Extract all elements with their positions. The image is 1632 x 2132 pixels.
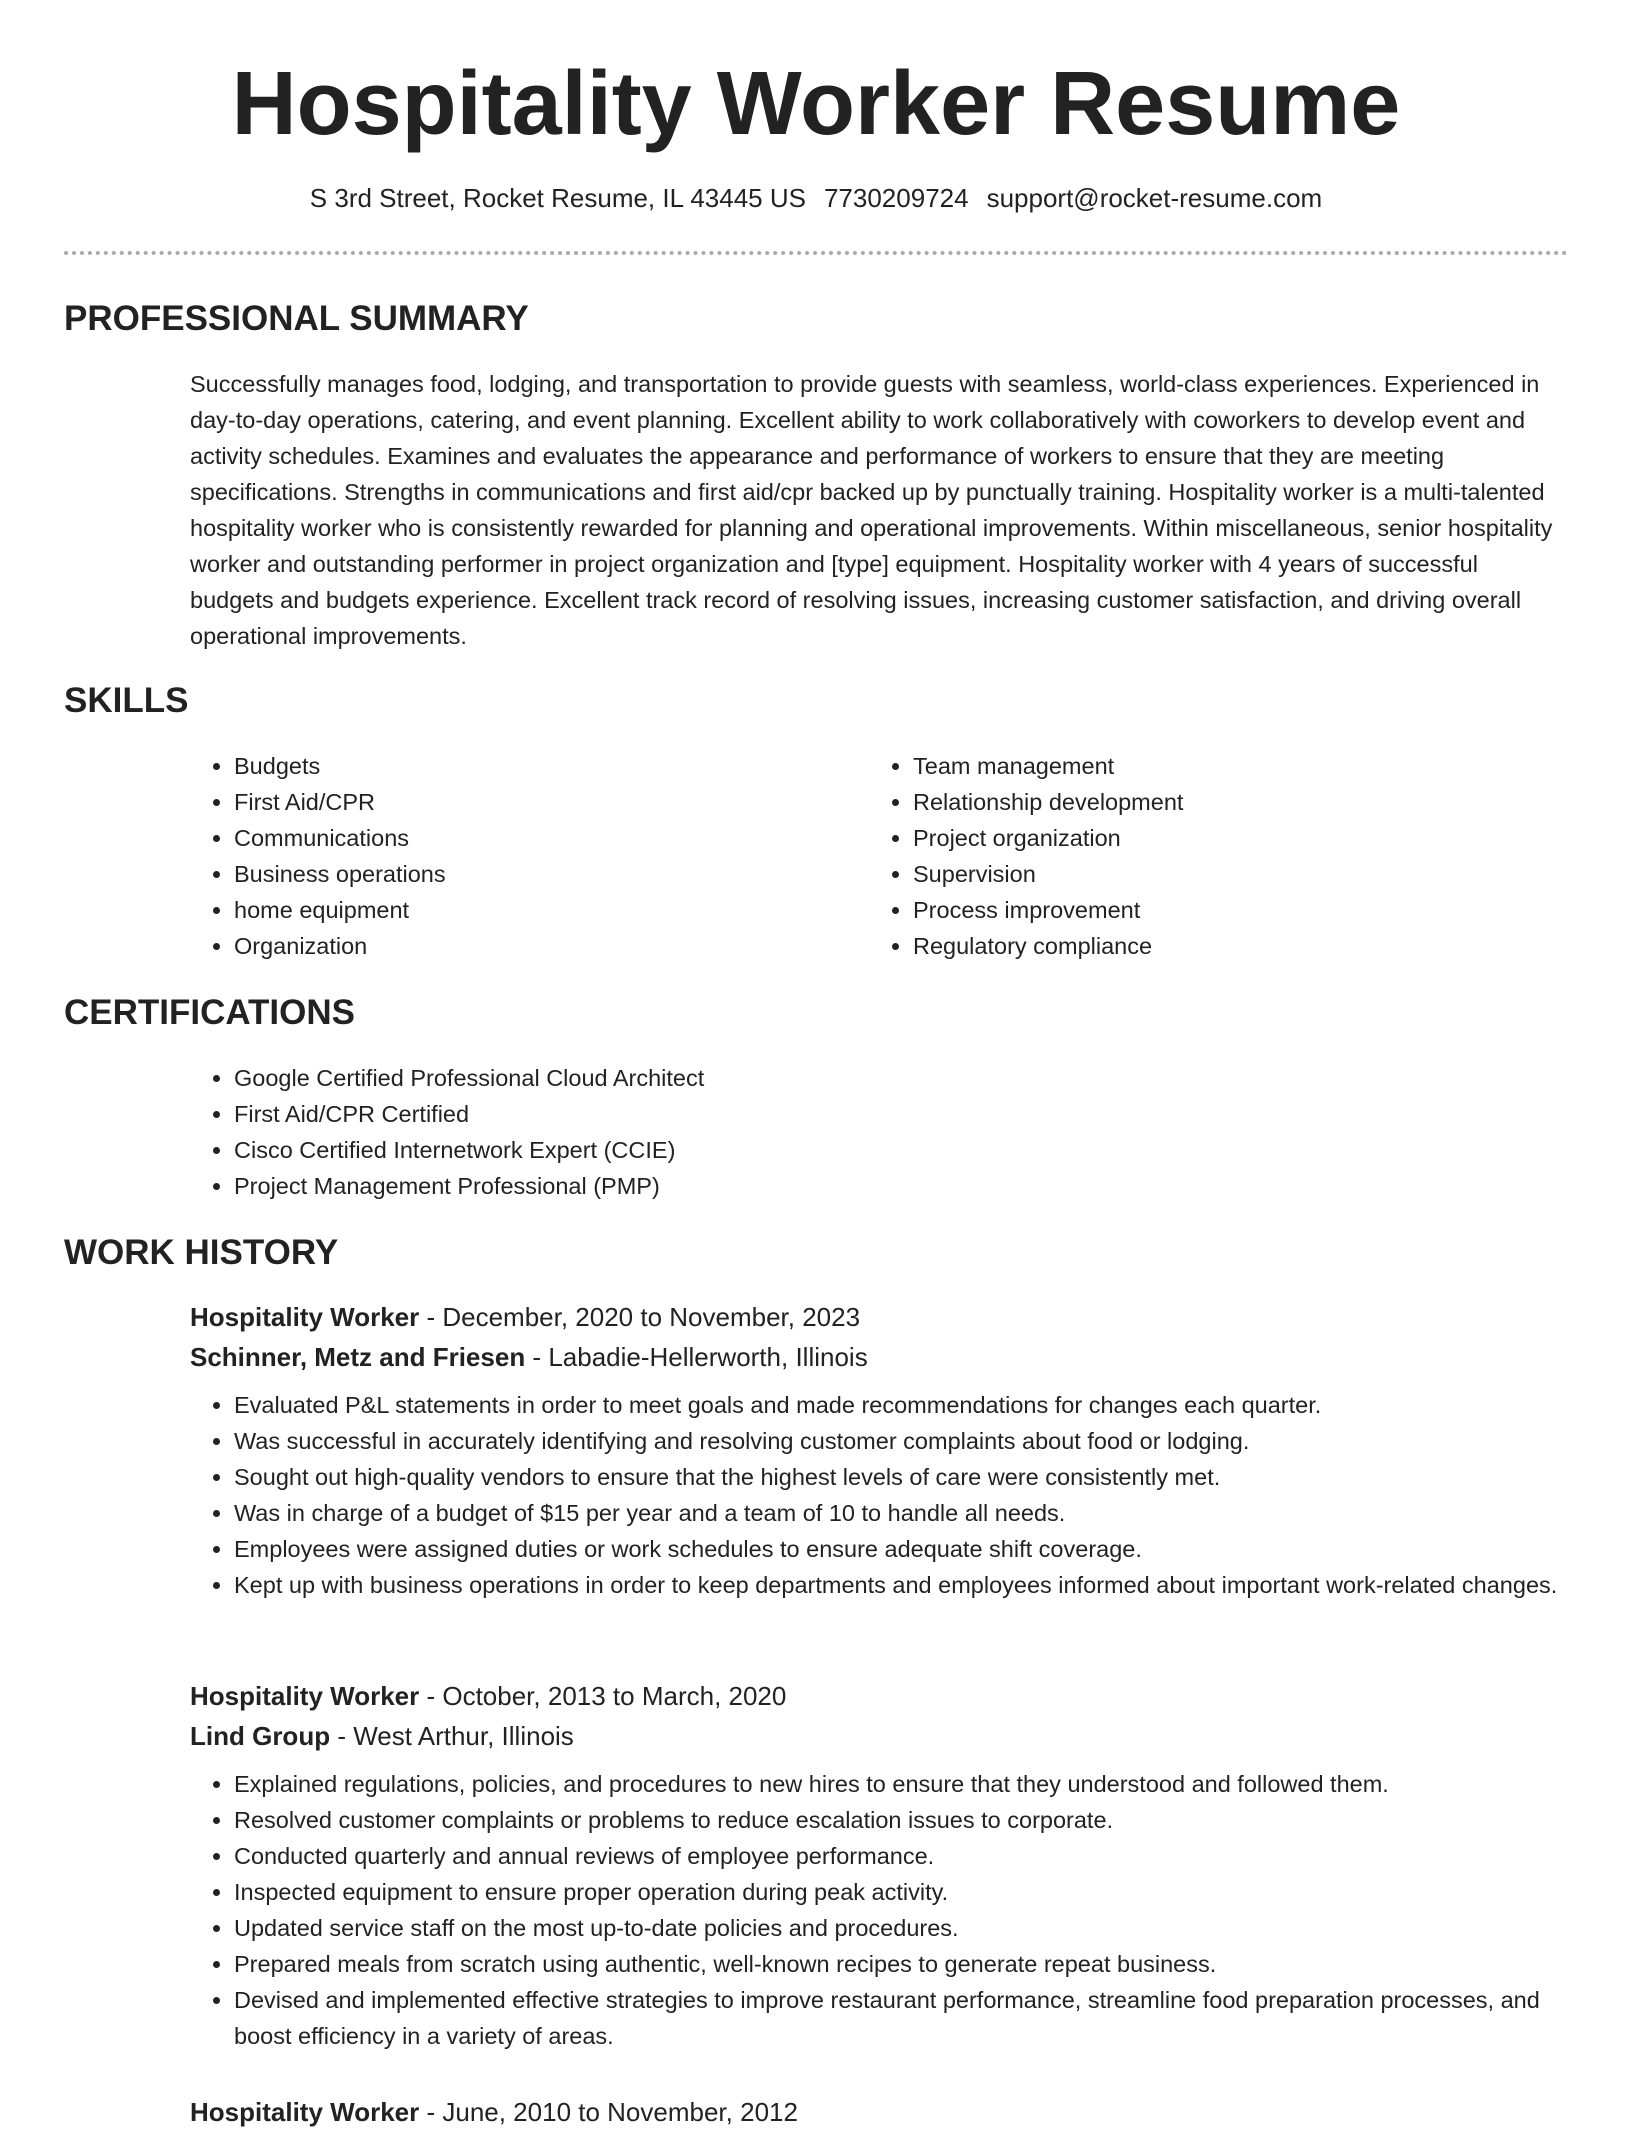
work-history-heading: WORK HISTORY (64, 1233, 339, 1272)
job-company: Schinner, Metz and Friesen (190, 1342, 526, 1372)
job-bullets (190, 1766, 1568, 2054)
skill-item: • Process improvement (913, 892, 1509, 928)
skills-right-column (869, 748, 1509, 964)
resume-title: Hospitality Worker Resume (231, 54, 1401, 154)
certification-item: • Project Management Professional (PMP) (234, 1168, 1568, 1204)
job-title-line: Hospitality Worker - June, 2010 to November, 2012 (190, 2097, 798, 2127)
skill-item: • home equipment (234, 892, 830, 928)
skill-item: • Relationship development (913, 784, 1509, 820)
job-company-line: Schinner, Metz and Friesen - Labadie-Hellerworth, Illinois (190, 1342, 868, 1372)
certification-item: • Cisco Certified Internetwork Expert (CCIE) (234, 1132, 1568, 1168)
contact-phone: 7730209724 (823, 183, 969, 213)
job-bullet: • Sought out high-quality vendors to ensure that the highest levels of care were consistently met. (234, 1459, 1568, 1495)
skills-heading: SKILLS (64, 681, 189, 720)
job-entry (190, 1676, 1568, 2054)
job-bullet: • Explained regulations, policies, and procedures to new hires to ensure that they understood and followed them. (234, 1766, 1568, 1802)
contact-line (0, 182, 1632, 214)
job-dates: June, 2010 to November, 2012 (442, 2097, 798, 2127)
job-title: Hospitality Worker (190, 1681, 420, 1711)
skill-item: • First Aid/CPR (234, 784, 830, 820)
job-title: Hospitality Worker (190, 2097, 420, 2127)
skill-item: • Organization (234, 928, 830, 964)
skills-left-column (190, 748, 830, 964)
job-title: Hospitality Worker (190, 1302, 420, 1332)
job-bullet: • Conducted quarterly and annual reviews of employee performance. (234, 1838, 1568, 1874)
job-entry (190, 1297, 1568, 1603)
job-bullet: • Was successful in accurately identifying and resolving customer complaints about food or lodging. (234, 1423, 1568, 1459)
summary-heading: PROFESSIONAL SUMMARY (64, 299, 529, 338)
job-location: Labadie-Hellerworth, Illinois (548, 1342, 868, 1372)
skill-item: • Project organization (913, 820, 1509, 856)
job-bullet: • Inspected equipment to ensure proper operation during peak activity. (234, 1874, 1568, 1910)
job-bullet: • Devised and implemented effective strategies to improve restaurant performance, streamline food preparation processes, and boost efficiency in a variety of areas. (234, 1982, 1568, 2054)
job-entry (190, 2092, 1568, 2132)
job-dates: October, 2013 to March, 2020 (442, 1681, 787, 1711)
skill-item: • Budgets (234, 748, 830, 784)
skill-item: • Communications (234, 820, 830, 856)
job-company: Lind Group (190, 1721, 331, 1751)
certification-item: • Google Certified Professional Cloud Architect (234, 1060, 1568, 1096)
certifications-heading: CERTIFICATIONS (64, 993, 356, 1032)
job-bullets (190, 1387, 1568, 1603)
certification-item: • First Aid/CPR Certified (234, 1096, 1568, 1132)
job-title-line: Hospitality Worker - October, 2013 to March, 2020 (190, 1681, 787, 1711)
certifications-list (190, 1060, 1568, 1204)
header-divider (64, 251, 1568, 255)
job-bullet: • Updated service staff on the most up-to-date policies and procedures. (234, 1910, 1568, 1946)
skill-item: • Team management (913, 748, 1509, 784)
skill-item: • Supervision (913, 856, 1509, 892)
skill-item: • Regulatory compliance (913, 928, 1509, 964)
job-title-line: Hospitality Worker - December, 2020 to November, 2023 (190, 1302, 861, 1332)
skill-item: • Business operations (234, 856, 830, 892)
job-location: West Arthur, Illinois (353, 1721, 574, 1751)
summary-text: Successfully manages food, lodging, and transportation to provide guests with seamless, world-class experiences. Experienced in day-to-day operations, catering, and event planning. Excellent ability to work collaboratively with coworkers to develop event and activity schedules. Examines and evaluates the appearance and performance of workers to ensure that they are meeting specifications. Strengths in communications and first aid/cpr backed up by punctually training. Hospitality worker is a multi-talented hospitality worker who is consistently rewarded for planning and operational improvements. Within miscellaneous, senior hospitality worker and outstanding performer in project organization and [type] equipment. Hospitality worker with 4 years of successful budgets and budgets experience. Excellent track record of resolving issues, increasing customer satisfaction, and driving overall operational improvements. (190, 371, 1553, 649)
job-company-line: Lind Group - West Arthur, Illinois (190, 1721, 574, 1751)
job-bullet: • Employees were assigned duties or work schedules to ensure adequate shift coverage. (234, 1531, 1568, 1567)
job-bullet: • Resolved customer complaints or problems to reduce escalation issues to corporate. (234, 1802, 1568, 1838)
job-bullet: • Was in charge of a budget of $15 per year and a team of 10 to handle all needs. (234, 1495, 1568, 1531)
job-bullet: • Evaluated P&L statements in order to meet goals and made recommendations for changes each quarter. (234, 1387, 1568, 1423)
job-dates: December, 2020 to November, 2023 (442, 1302, 861, 1332)
contact-email: support@rocket-resume.com (986, 183, 1323, 213)
job-bullet: • Kept up with business operations in order to keep departments and employees informed about important work-related changes. (234, 1567, 1568, 1603)
job-bullet: • Prepared meals from scratch using authentic, well-known recipes to generate repeat business. (234, 1946, 1568, 1982)
contact-address: S 3rd Street, Rocket Resume, IL 43445 US (309, 183, 806, 213)
